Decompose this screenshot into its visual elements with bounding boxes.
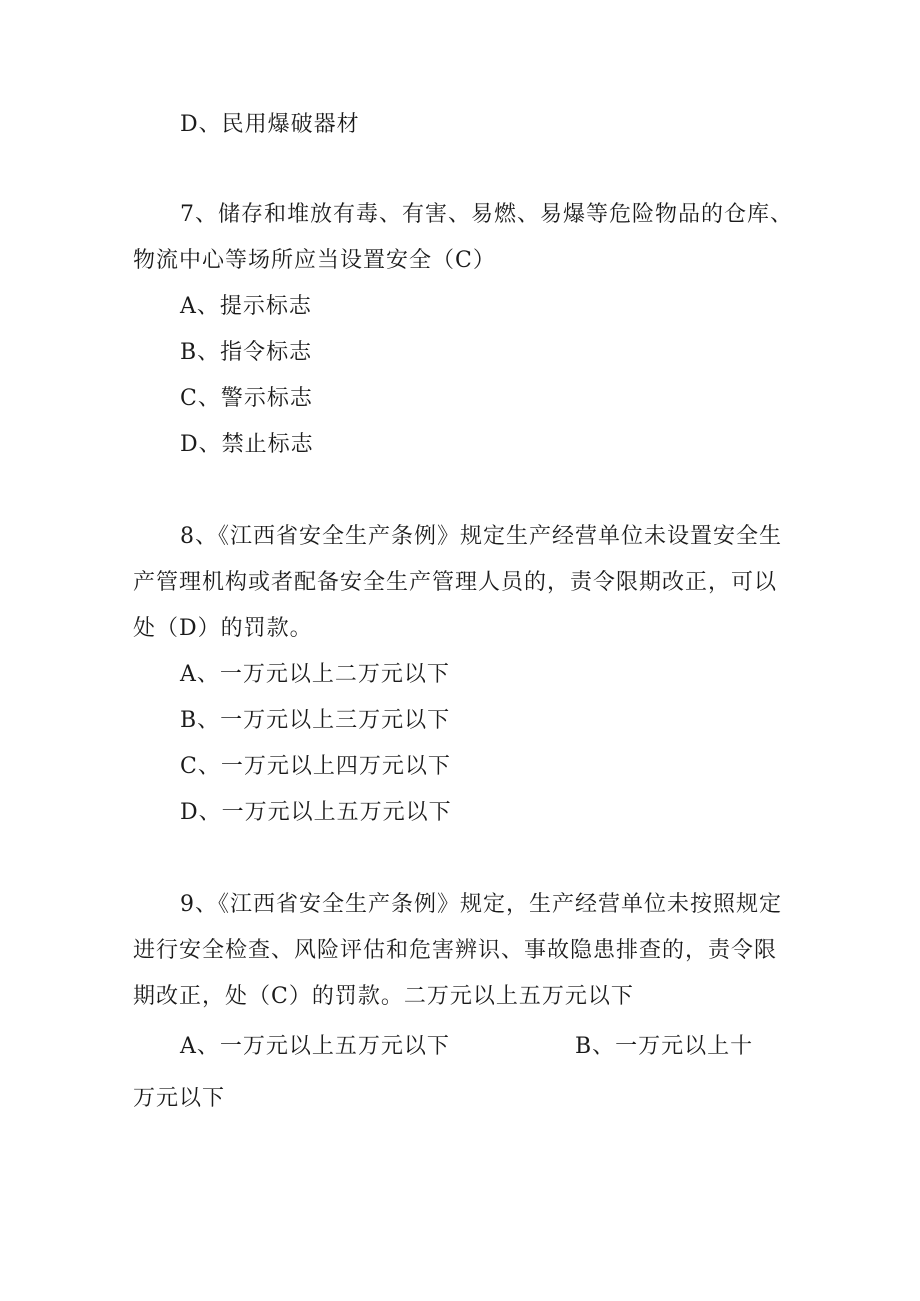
q9-stem-line-1: 9、《江西省安全生产条例》规定，生产经营单位未按照规定 (180, 892, 782, 917)
q9-option-a: A、一万元以上五万元以下 (180, 1034, 450, 1059)
q7-stem-line-1: 7、储存和堆放有毒、有害、易燃、易爆等危险物品的仓库、 (180, 202, 793, 227)
q7-option-b: B、指令标志 (180, 340, 313, 365)
q9-stem-line-3: 期改正，处（C）的罚款。二万元以上五万元以下 (133, 984, 634, 1009)
q8-stem-line-3: 处（D）的罚款。 (133, 616, 313, 641)
q7-option-c: C、警示标志 (180, 386, 313, 411)
q8-option-d: D、一万元以上五万元以下 (180, 800, 452, 825)
q8-option-c: C、一万元以上四万元以下 (180, 754, 451, 779)
q9-option-b-continued: 万元以下 (133, 1086, 226, 1111)
q9-stem-line-2: 进行安全检查、风险评估和危害辨识、事故隐患排查的，责令限 (133, 938, 778, 963)
q6-option-d: D、民用爆破器材 (180, 112, 360, 137)
q7-option-a: A、提示标志 (180, 294, 312, 319)
q8-stem-line-1: 8、《江西省安全生产条例》规定生产经营单位未设置安全生 (180, 524, 782, 549)
q8-option-b: B、一万元以上三万元以下 (180, 708, 451, 733)
q8-stem-line-2: 产管理机构或者配备安全生产管理人员的，责令限期改正，可以 (133, 570, 778, 595)
q8-option-a: A、一万元以上二万元以下 (180, 662, 450, 687)
q7-option-d: D、禁止标志 (180, 432, 314, 457)
q9-option-b: B、一万元以上十 (575, 1034, 754, 1059)
q7-stem-line-2: 物流中心等场所应当设置安全（C） (133, 248, 496, 273)
